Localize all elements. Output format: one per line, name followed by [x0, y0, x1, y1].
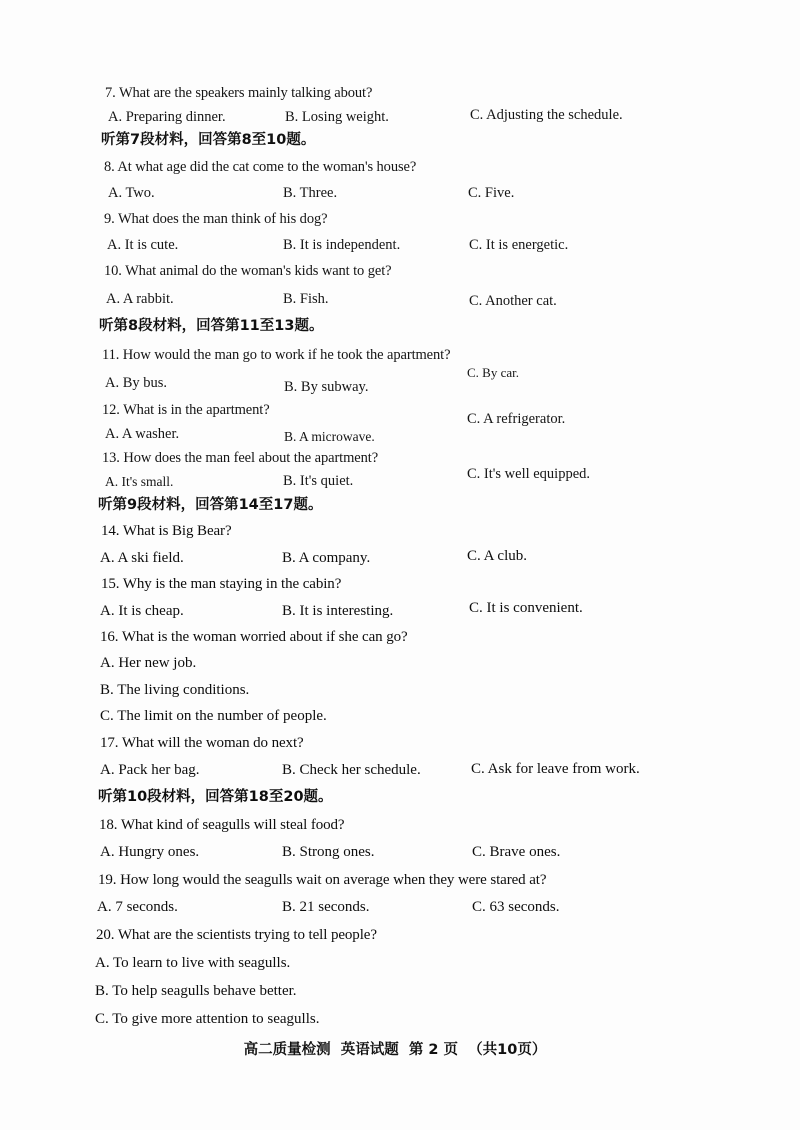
question-19-option-b: B. 21 seconds.	[282, 899, 370, 915]
question-20-stem: 20. What are the scientists trying to tell people?	[96, 927, 377, 943]
question-19-stem: 19. How long would the seagulls wait on average when they were stared at?	[98, 872, 547, 888]
question-9-option-b: B. It is independent.	[283, 237, 401, 253]
question-11-option-c: C. By car.	[467, 365, 519, 380]
question-18-stem: 18. What kind of seagulls will steal food?	[99, 817, 345, 833]
question-7-option-c: C. Adjusting the schedule.	[470, 107, 623, 123]
question-17-option-c: C. Ask for leave from work.	[471, 761, 640, 777]
question-10-stem: 10. What animal do the woman's kids want to get?	[104, 263, 392, 279]
question-16-option-b: B. The living conditions.	[100, 682, 250, 698]
question-7-option-b: B. Losing weight.	[285, 109, 389, 125]
section-header-part-9: 听第9段材料，回答第14至17题。	[98, 497, 323, 513]
section-header-part-8: 听第8段材料，回答第11至13题。	[99, 318, 324, 334]
question-16-stem: 16. What is the woman worried about if she can go?	[100, 629, 408, 645]
question-11-option-a: A. By bus.	[105, 375, 168, 391]
question-20-option-b: B. To help seagulls behave better.	[95, 983, 297, 999]
question-14-stem: 14. What is Big Bear?	[101, 523, 232, 539]
question-10-option-a: A. A rabbit.	[106, 291, 174, 307]
question-18-option-a: A. Hungry ones.	[100, 844, 200, 860]
question-8-option-c: C. Five.	[468, 185, 515, 201]
question-11-option-b: B. By subway.	[284, 379, 369, 395]
question-13-stem: 13. How does the man feel about the apartment?	[102, 450, 379, 466]
question-17-option-a: A. Pack her bag.	[100, 762, 200, 778]
question-16-option-a: A. Her new job.	[100, 655, 197, 671]
question-20-option-c: C. To give more attention to seagulls.	[95, 1011, 320, 1027]
question-13-option-c: C. It's well equipped.	[467, 466, 591, 482]
question-19-option-c: C. 63 seconds.	[472, 899, 560, 915]
question-14-option-a: A. A ski field.	[100, 550, 184, 566]
question-20-option-a: A. To learn to live with seagulls.	[95, 955, 291, 971]
question-9-option-c: C. It is energetic.	[469, 237, 569, 253]
question-14-option-b: B. A company.	[282, 550, 371, 566]
section-header-part-7: 听第7段材料，回答第8至10题。	[101, 132, 316, 148]
question-8-option-b: B. Three.	[283, 185, 338, 201]
question-7-option-a: A. Preparing dinner.	[108, 109, 226, 125]
question-15-option-c: C. It is convenient.	[469, 600, 583, 616]
question-15-option-b: B. It is interesting.	[282, 603, 394, 619]
question-13-option-a: A. It's small.	[105, 474, 174, 489]
question-18-option-b: B. Strong ones.	[282, 844, 375, 860]
question-8-stem: 8. At what age did the cat come to the woman's house?	[104, 159, 417, 175]
question-7-stem: 7. What are the speakers mainly talking about?	[105, 85, 373, 101]
question-9-option-a: A. It is cute.	[107, 237, 179, 253]
question-8-option-a: A. Two.	[108, 185, 155, 201]
question-15-option-a: A. It is cheap.	[100, 603, 184, 619]
question-19-option-a: A. 7 seconds.	[97, 899, 178, 915]
question-12-stem: 12. What is in the apartment?	[102, 402, 270, 418]
question-17-option-b: B. Check her schedule.	[282, 762, 421, 778]
question-13-option-b: B. It's quiet.	[283, 473, 354, 489]
question-14-option-c: C. A club.	[467, 548, 528, 564]
question-9-stem: 9. What does the man think of his dog?	[104, 211, 328, 227]
question-15-stem: 15. Why is the man staying in the cabin?	[101, 576, 342, 592]
question-18-option-c: C. Brave ones.	[472, 844, 561, 860]
question-11-stem: 11. How would the man go to work if he took the apartment?	[102, 347, 451, 363]
question-17-stem: 17. What will the woman do next?	[100, 735, 304, 751]
question-12-option-a: A. A washer.	[105, 426, 180, 442]
question-10-option-c: C. Another cat.	[469, 293, 557, 309]
question-10-option-b: B. Fish.	[283, 291, 329, 307]
question-12-option-b: B. A microwave.	[284, 429, 375, 444]
section-header-part-10: 听第10段材料，回答第18至20题。	[98, 789, 333, 805]
question-12-option-c: C. A refrigerator.	[467, 411, 566, 427]
page-footer: 高二质量检测 英语试题 第 2 页 （共10页）	[243, 1042, 547, 1058]
question-16-option-c: C. The limit on the number of people.	[100, 708, 327, 724]
